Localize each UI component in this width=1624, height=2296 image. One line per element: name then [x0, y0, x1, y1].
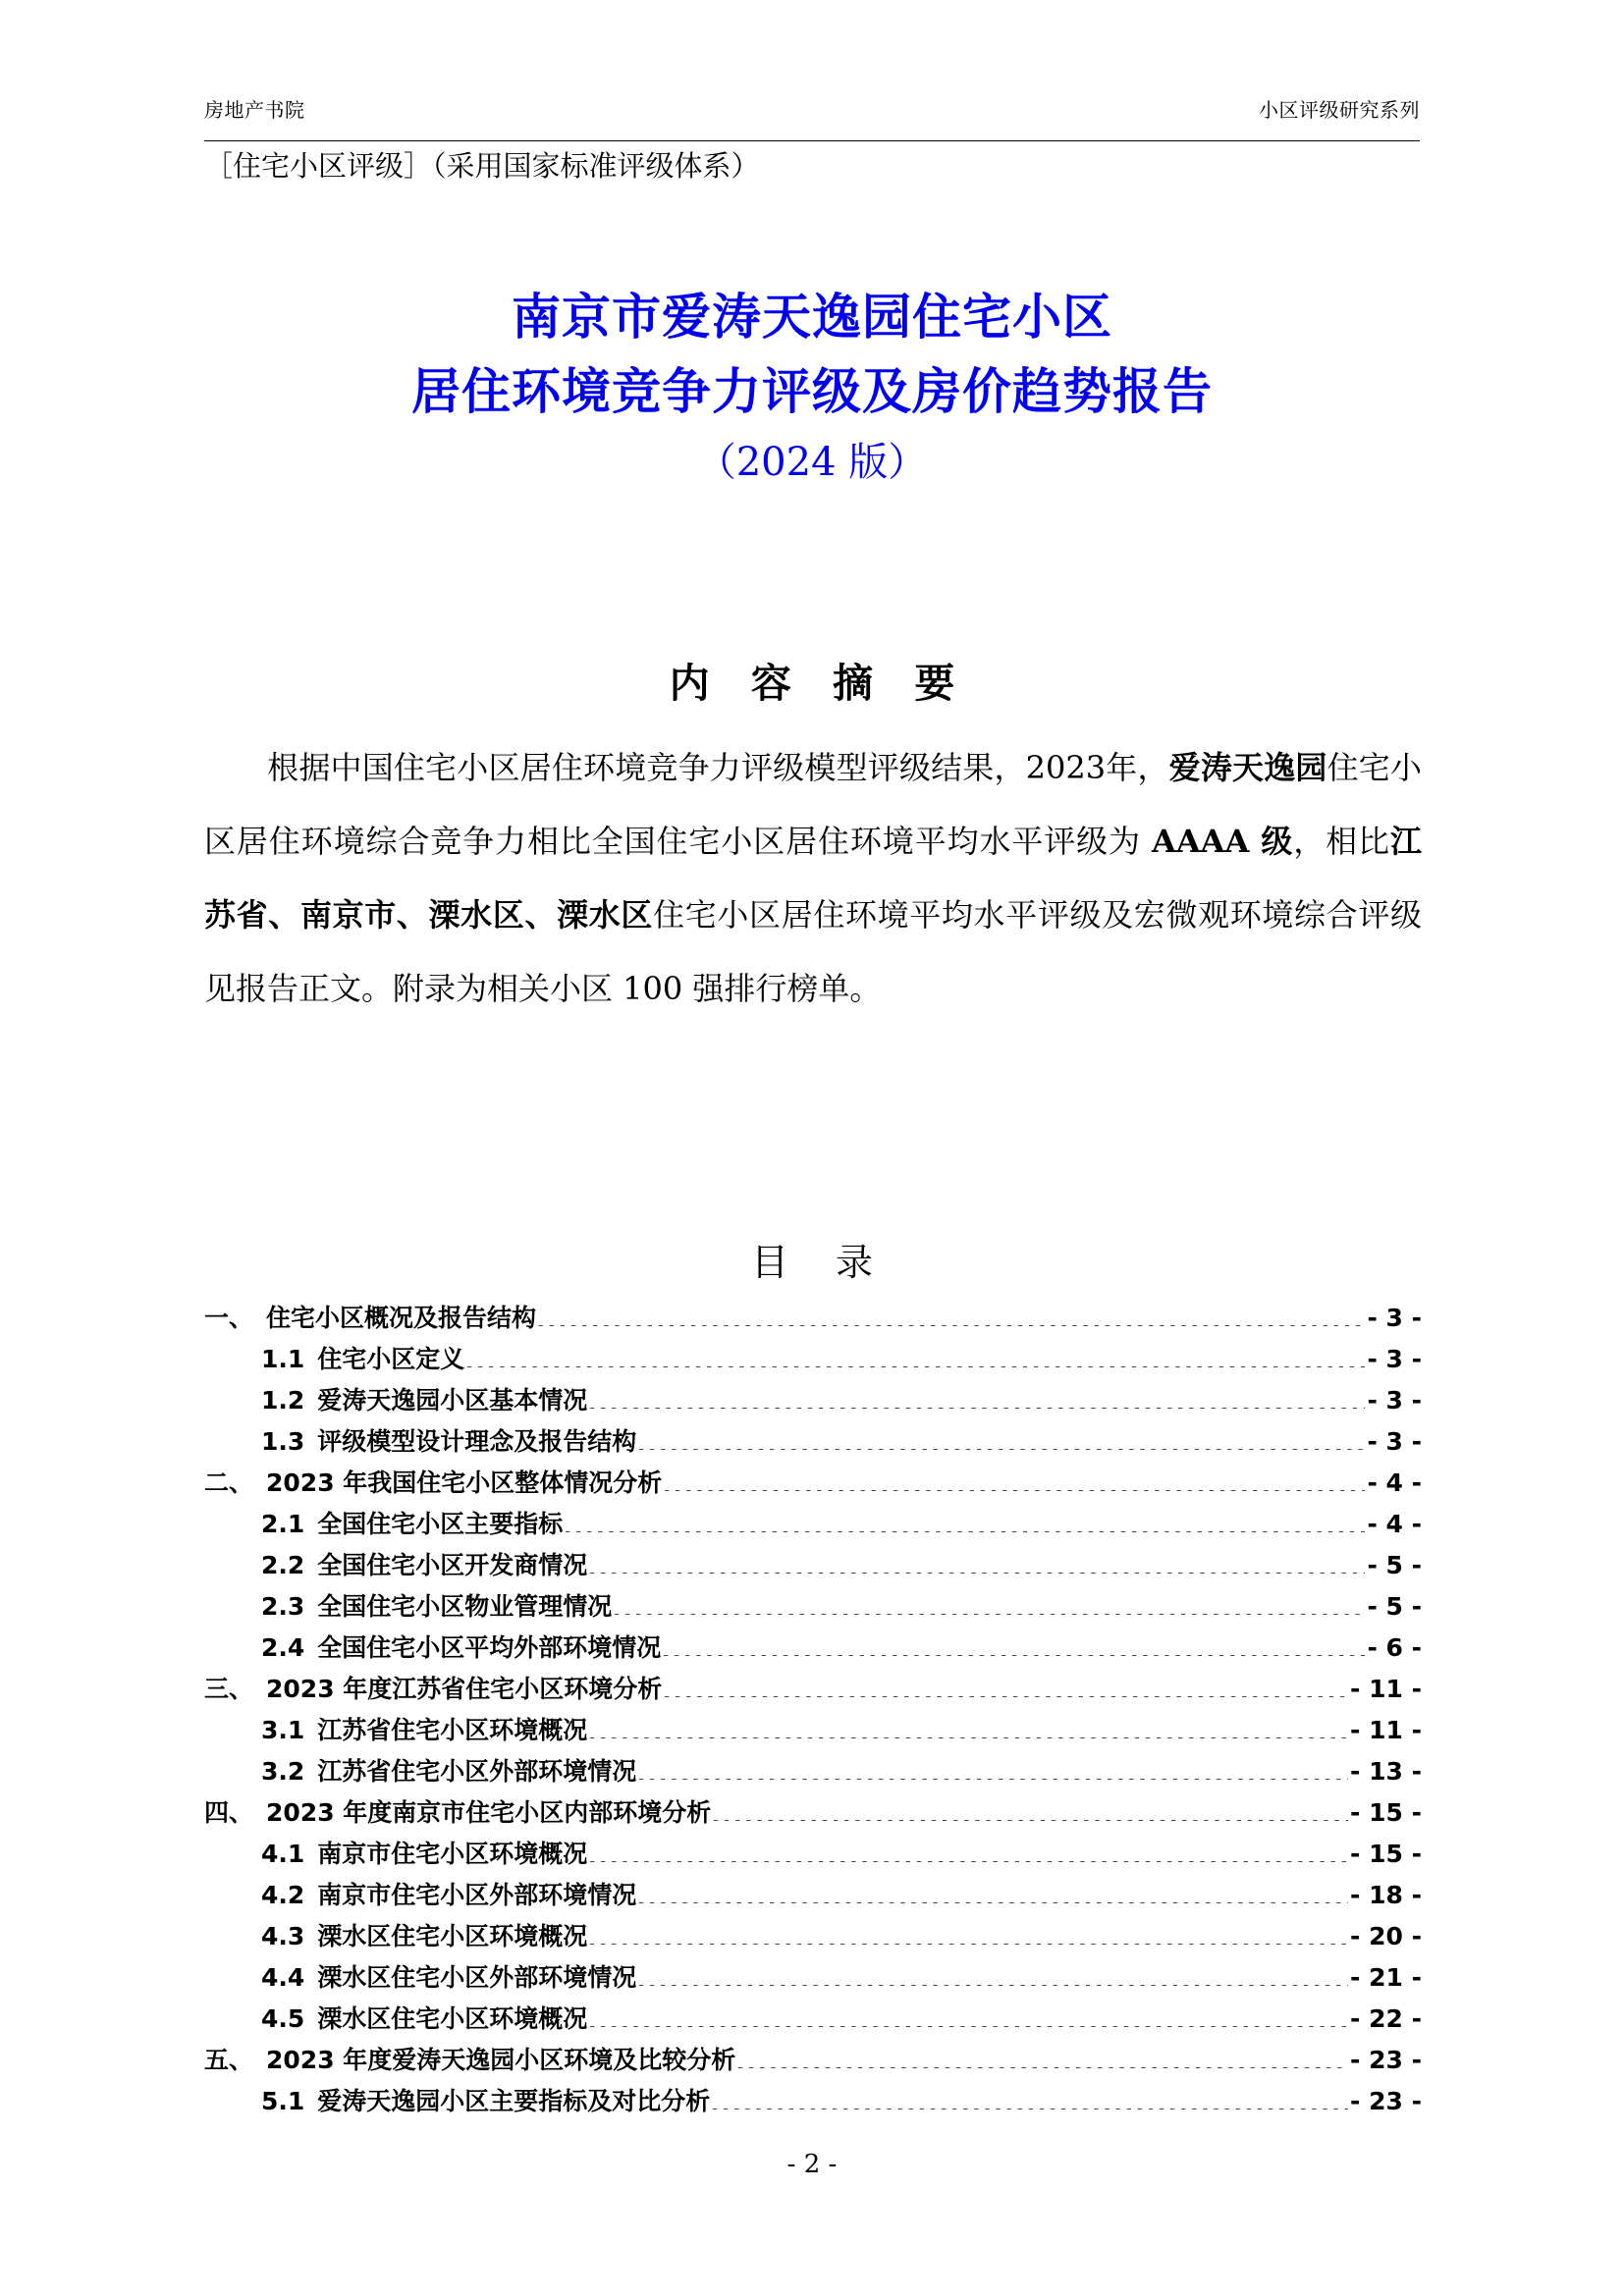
toc-entry-page: - 23 -: [1350, 2087, 1422, 2115]
toc-dot-leader: [563, 1508, 1365, 1532]
toc-dot-leader: [662, 1673, 1348, 1697]
toc-dot-leader: [587, 1384, 1365, 1409]
toc-dot-leader: [464, 1343, 1365, 1367]
toc-entry-number: 3.2: [261, 1757, 305, 1786]
toc-entry[interactable]: [204, 1504, 1422, 1545]
toc-entry-number: 1.3: [261, 1427, 305, 1456]
toc-entry-label: 江苏省住宅小区环境概况: [317, 1716, 588, 1744]
toc-entry-page: - 4 -: [1367, 1468, 1422, 1497]
toc-entry-label: 2023 年我国住宅小区整体情况分析: [266, 1468, 663, 1497]
toc-entry-label: 全国住宅小区主要指标: [317, 1510, 564, 1538]
document-title-line-1: 南京市爱涛天逸园住宅小区: [512, 289, 1112, 346]
toc-entry[interactable]: [204, 1957, 1422, 1999]
toc-entry-page: - 20 -: [1350, 1922, 1422, 1950]
toc-entry-label: 溧水区住宅小区环境概况: [317, 1922, 588, 1950]
abstract-text: 住宅小区居住环境平均水平评级及宏微观环境综合评级见报告正文。附录为相关小区 100 强排行榜单。: [204, 896, 1422, 1007]
toc-entry[interactable]: [204, 1875, 1422, 1916]
toc-entry-page: - 18 -: [1350, 1881, 1422, 1909]
toc-entry[interactable]: [204, 1380, 1422, 1421]
toc-entry-page: - 21 -: [1350, 1963, 1422, 1992]
toc-heading: 目 录: [750, 1241, 892, 1284]
toc-entry-label: 全国住宅小区物业管理情况: [317, 1592, 613, 1621]
toc-entry-number: 二、: [204, 1468, 254, 1497]
toc-entry[interactable]: [204, 1916, 1422, 1957]
report-series-subtitle: ［住宅小区评级］（采用国家标准评级体系）: [204, 149, 760, 183]
toc-entry[interactable]: [204, 1545, 1422, 1586]
running-header-right: 小区评级研究系列: [1259, 98, 1420, 122]
toc-dot-leader: [735, 2044, 1348, 2068]
document-title-version: （2024 版）: [696, 440, 928, 485]
toc-entry-label: 全国住宅小区平均外部环境情况: [317, 1633, 662, 1662]
toc-entry[interactable]: [204, 1463, 1422, 1504]
abstract-text: 住宅小区居住环境综合竞争力相比全国住宅小区居住环境平均水平评级为: [204, 749, 1422, 860]
toc-dot-leader: [587, 1714, 1348, 1738]
abstract-emphasis: 爱涛天逸园: [1168, 749, 1327, 786]
toc-entry[interactable]: [204, 1792, 1422, 1834]
toc-entry-number: 4.3: [261, 1922, 305, 1950]
toc-entry-label: 住宅小区概况及报告结构: [266, 1304, 537, 1332]
toc-entry-page: - 13 -: [1350, 1757, 1422, 1786]
toc-entry[interactable]: [204, 2081, 1422, 2122]
toc-dot-leader: [636, 1879, 1348, 1903]
toc-entry[interactable]: [204, 1586, 1422, 1628]
toc-dot-leader: [711, 1796, 1348, 1821]
toc-entry[interactable]: [204, 1628, 1422, 1669]
toc-entry-label: 2023 年度江苏省住宅小区环境分析: [266, 1675, 663, 1703]
toc-entry-number: 2.4: [261, 1633, 305, 1662]
toc-entry-number: 一、: [204, 1304, 254, 1332]
toc-entry-page: - 3 -: [1367, 1304, 1422, 1332]
toc-entry-label: 爱涛天逸园小区基本情况: [317, 1386, 588, 1415]
toc-dot-leader: [587, 1838, 1348, 1862]
toc-entry-number: 5.1: [261, 2087, 305, 2115]
toc-dot-leader: [661, 1631, 1365, 1656]
toc-entry-number: 4.1: [261, 1840, 305, 1868]
toc-entry-label: 江苏省住宅小区外部环境情况: [317, 1757, 637, 1786]
abstract-body: [204, 731, 1422, 1026]
toc-entry[interactable]: [204, 1999, 1422, 2040]
toc-entry-page: - 4 -: [1367, 1510, 1422, 1538]
toc-entry-number: 1.1: [261, 1345, 305, 1373]
toc-entry-page: - 15 -: [1350, 1798, 1422, 1827]
toc-entry[interactable]: [204, 1421, 1422, 1463]
toc-entry-label: 爱涛天逸园小区主要指标及对比分析: [317, 2087, 711, 2115]
table-of-contents: [204, 1298, 1422, 2122]
toc-entry-page: - 3 -: [1367, 1427, 1422, 1456]
toc-entry-number: 三、: [204, 1675, 254, 1703]
toc-dot-leader: [662, 1467, 1365, 1491]
toc-entry[interactable]: [204, 1669, 1422, 1710]
document-title-line-2: 居住环境竞争力评级及房价趋势报告: [411, 363, 1213, 420]
toc-entry[interactable]: [204, 1710, 1422, 1751]
toc-dot-leader: [587, 2002, 1348, 2027]
toc-entry-number: 1.2: [261, 1386, 305, 1415]
toc-dot-leader: [636, 1425, 1365, 1450]
toc-entry-page: - 11 -: [1350, 1716, 1422, 1744]
toc-entry-number: 4.2: [261, 1881, 305, 1909]
toc-dot-leader: [536, 1302, 1365, 1326]
toc-entry[interactable]: [204, 1339, 1422, 1380]
toc-dot-leader: [587, 1920, 1348, 1945]
toc-entry-number: 2.1: [261, 1510, 305, 1538]
toc-entry[interactable]: [204, 2040, 1422, 2081]
toc-entry-number: 2.3: [261, 1592, 305, 1621]
toc-entry-label: 溧水区住宅小区环境概况: [317, 2004, 588, 2033]
toc-entry-page: - 3 -: [1367, 1386, 1422, 1415]
toc-entry-label: 全国住宅小区开发商情况: [317, 1551, 588, 1579]
toc-entry-number: 四、: [204, 1798, 254, 1827]
toc-entry-label: 2023 年度南京市住宅小区内部环境分析: [266, 1798, 712, 1827]
toc-entry-label: 溧水区住宅小区外部环境情况: [317, 1963, 637, 1992]
abstract-emphasis: AAAA 级: [1152, 823, 1294, 860]
toc-entry-label: 评级模型设计理念及报告结构: [317, 1427, 637, 1456]
header-divider-rule: [204, 140, 1420, 141]
toc-entry-label: 住宅小区定义: [317, 1345, 465, 1373]
toc-entry-number: 五、: [204, 2046, 254, 2074]
toc-dot-leader: [612, 1590, 1365, 1615]
toc-entry-label: 南京市住宅小区环境概况: [317, 1840, 588, 1868]
running-header-left: 房地产书院: [204, 98, 305, 122]
toc-entry-page: - 5 -: [1367, 1551, 1422, 1579]
toc-entry-page: - 11 -: [1350, 1675, 1422, 1703]
toc-entry-number: 4.5: [261, 2004, 305, 2033]
toc-entry-page: - 5 -: [1367, 1592, 1422, 1621]
page-footer: - 2 -: [786, 2150, 838, 2179]
toc-entry-page: - 22 -: [1350, 2004, 1422, 2033]
toc-dot-leader: [587, 1549, 1365, 1574]
toc-entry-number: 3.1: [261, 1716, 305, 1744]
title-block: [0, 280, 1624, 496]
abstract-heading: 内 容 摘 要: [669, 660, 969, 707]
abstract-emphasis: 江苏省、南京市、溧水区、溧水区: [204, 823, 1422, 934]
toc-dot-leader: [636, 1961, 1348, 1986]
toc-entry-page: - 23 -: [1350, 2046, 1422, 2074]
abstract-text: ，相比: [1293, 823, 1390, 860]
toc-entry[interactable]: [204, 1834, 1422, 1875]
toc-dot-leader: [636, 1755, 1348, 1780]
toc-dot-leader: [710, 2085, 1348, 2109]
toc-entry[interactable]: [204, 1751, 1422, 1792]
running-header: [204, 98, 1420, 122]
toc-entry-page: - 15 -: [1350, 1840, 1422, 1868]
toc-entry-page: - 6 -: [1367, 1633, 1422, 1662]
toc-entry-page: - 3 -: [1367, 1345, 1422, 1373]
toc-entry[interactable]: [204, 1298, 1422, 1339]
toc-entry-number: 2.2: [261, 1551, 305, 1579]
toc-entry-label: 2023 年度爱涛天逸园小区环境及比较分析: [266, 2046, 736, 2074]
toc-entry-label: 南京市住宅小区外部环境情况: [317, 1881, 637, 1909]
toc-entry-number: 4.4: [261, 1963, 305, 1992]
abstract-text: 根据中国住宅小区居住环境竞争力评级模型评级结果，2023年，: [267, 749, 1169, 786]
